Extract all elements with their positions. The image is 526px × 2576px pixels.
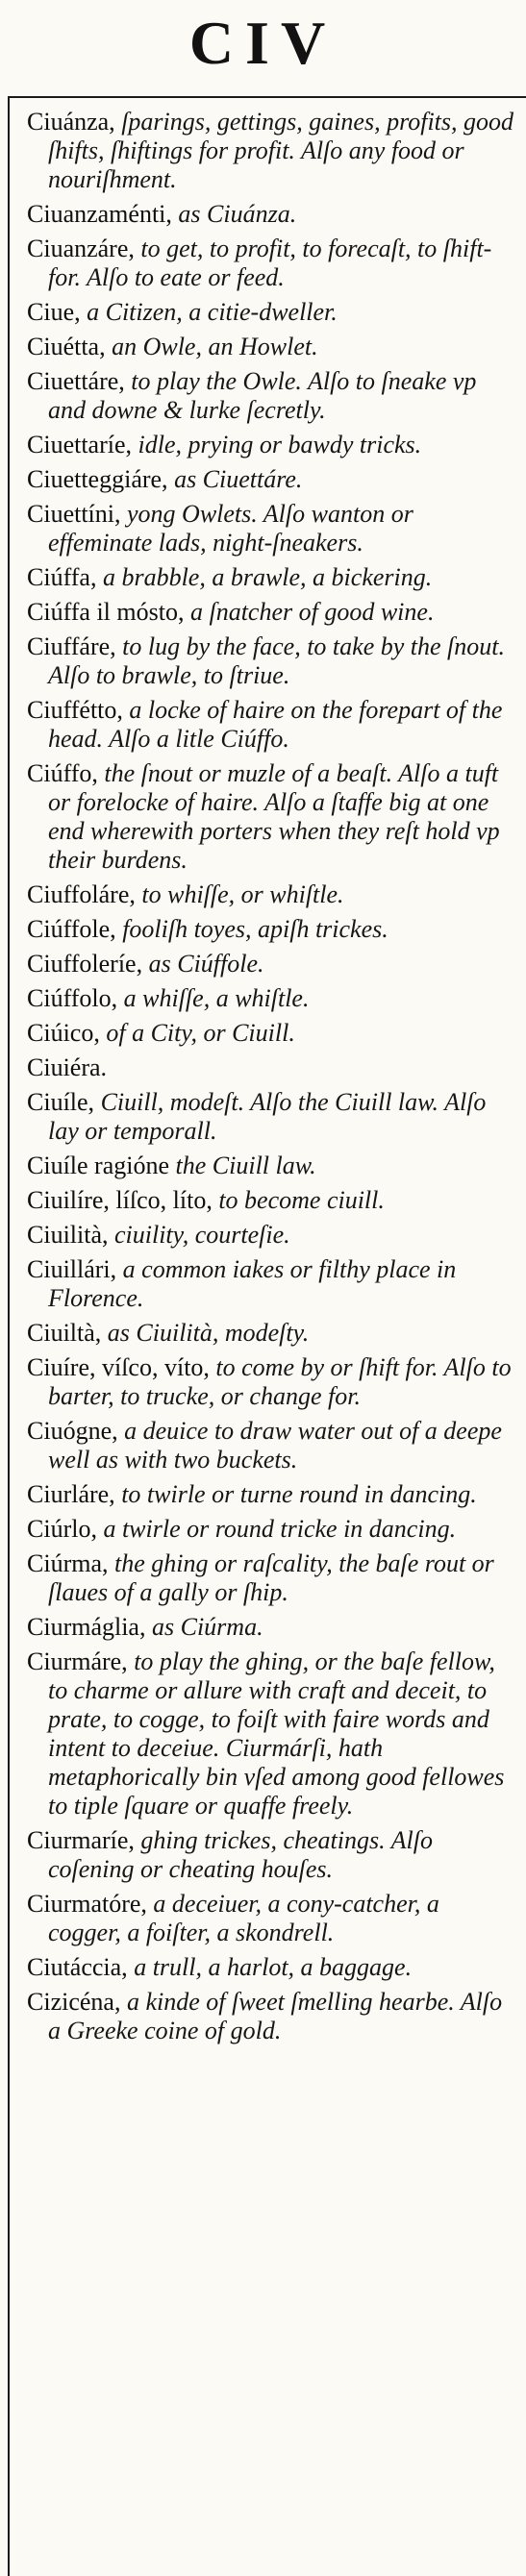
entry-definition: a deuice to draw water out of a deepe well as with two buckets. (48, 1417, 502, 1474)
dictionary-entry (27, 1480, 517, 1509)
dictionary-entry (27, 1319, 517, 1348)
entry-definition: as Ciuettáre. (167, 465, 303, 493)
dictionary-entry (27, 1221, 517, 1250)
entry-definition: yong Owlets. Alſo wanton or effeminate lads, night-ſneakers. (48, 500, 413, 557)
entry-headword: Ciuilíre, líſco, líto, (27, 1186, 213, 1214)
entry-definition: as Ciúffole. (142, 950, 264, 978)
running-head: CIV (188, 9, 338, 77)
entry-headword: Ciúffa, (27, 563, 97, 591)
dictionary-entry (27, 1826, 517, 1884)
entry-headword: Ciuffoleríe, (27, 950, 143, 978)
entry-definition: a Citizen, a citie-dweller. (80, 298, 338, 326)
dictionary-entry (27, 1417, 517, 1474)
entry-definition: to become ciuill. (212, 1186, 385, 1214)
entry-definition: a deceiuer, a cony-catcher, a cogger, a foiſter, a skondrell. (48, 1890, 439, 1946)
entry-headword: Ciuiéra. (27, 1053, 108, 1081)
entry-headword: Ciurláre, (27, 1480, 115, 1508)
entry-definition: the ſnout or muzle of a beaſt. Alſo a tuft or forelocke of haire. Alſo a ſtaffe big at one end wherewith porters when they reſt hold vp their burdens. (48, 759, 500, 874)
entry-definition: to get, to profit, to forecaſt, to ſhift-for. Alſo to eate or feed. (48, 235, 492, 291)
entry-definition: the Ciuill law. (169, 1152, 316, 1179)
entry-definition: a locke of haire on the forepart of the head. Alſo a litle Ciúffo. (48, 696, 503, 753)
entry-headword: Ciúico, (27, 1019, 100, 1047)
entry-headword: Ciurmáre, (27, 1647, 128, 1675)
entry-headword: Ciuettaríe, (27, 431, 133, 458)
entry-headword: Ciuetteggiáre, (27, 465, 168, 493)
dictionary-entry (27, 465, 517, 494)
entry-definition: a whiſſe, a whiſtle. (117, 984, 310, 1012)
entry-definition: as Ciúrma. (145, 1613, 263, 1641)
entry-headword: Ciuilità, (27, 1221, 109, 1249)
entry-headword: Ciuffétto, (27, 696, 123, 724)
dictionary-entry (27, 1255, 517, 1313)
dictionary-entry (27, 108, 517, 194)
dictionary-entry (27, 1549, 517, 1607)
entry-headword: Ciuiltà, (27, 1319, 102, 1347)
entry-headword: Ciurmaríe, (27, 1826, 135, 1854)
entry-definition: to twirle or turne round in dancing. (114, 1480, 477, 1508)
top-rule (8, 96, 526, 98)
entry-headword: Ciuíle, (27, 1088, 95, 1116)
entry-definition: of a City, or Ciuill. (99, 1019, 295, 1047)
entry-definition: fooliſh toyes, apiſh trickes. (115, 915, 388, 943)
entry-definition: to lug by the face, to take by the ſnout. Alſo to brawle, to ſtriue. (48, 632, 505, 689)
dictionary-entry (27, 1152, 517, 1180)
entry-headword: Ciúffo, (27, 759, 98, 787)
dictionary-entry (27, 1186, 517, 1215)
dictionary-entry (27, 632, 517, 690)
entry-definition: a brabble, a brawle, a bickering. (96, 563, 433, 591)
dictionary-entry (27, 696, 517, 754)
dictionary-entry (27, 500, 517, 557)
dictionary-entry (27, 598, 517, 627)
entry-headword: Ciúrma, (27, 1549, 109, 1577)
dictionary-entry (27, 1515, 517, 1544)
dictionary-entry (27, 1353, 517, 1411)
dictionary-entry (27, 235, 517, 292)
entry-definition: to come by or ſhift for. Alſo to barter, to trucke, or change for. (48, 1353, 512, 1410)
entry-headword: Ciúffa il mósto, (27, 598, 185, 626)
entry-headword: Ciúrlo, (27, 1515, 97, 1543)
dictionary-entry (27, 1890, 517, 1947)
entry-definition: to whiſſe, or whiſtle. (135, 880, 344, 908)
dictionary-entry (27, 367, 517, 425)
entry-headword: Ciuanzaménti, (27, 200, 172, 228)
dictionary-entry (27, 915, 517, 944)
entry-definition: as Ciuánza. (171, 200, 297, 228)
entry-column (27, 108, 517, 2051)
dictionary-entry (27, 1988, 517, 2045)
dictionary-entry (27, 1053, 517, 1082)
dictionary-entry (27, 1953, 517, 1982)
entry-definition: ghing trickes, cheatings. Alſo coſening or cheating houſes. (48, 1826, 433, 1883)
entry-headword: Ciuffoláre, (27, 880, 136, 908)
entry-headword: Cizicéna, (27, 1988, 121, 2016)
entry-definition: a kinde of ſweet ſmelling hearbe. Alſo a Greeke coine of gold. (48, 1988, 503, 2044)
entry-headword: Ciue, (27, 298, 81, 326)
column-rule (8, 96, 10, 2576)
entry-headword: Ciuettíni, (27, 500, 121, 528)
dictionary-entry (27, 1088, 517, 1146)
entry-definition: Ciuill, modeſt. Alſo the Ciuill law. Alſo lay or temporall. (48, 1088, 487, 1145)
entry-definition: idle, prying or bawdy tricks. (132, 431, 422, 458)
entry-headword: Ciuógne, (27, 1417, 118, 1445)
dictionary-entry (27, 950, 517, 978)
dictionary-entry (27, 431, 517, 459)
entry-headword: Ciuffáre, (27, 632, 116, 660)
entry-definition: ciuility, courteſie. (108, 1221, 290, 1249)
entry-headword: Ciúffole, (27, 915, 116, 943)
entry-headword: Ciúffolo, (27, 984, 118, 1012)
entry-definition: as Ciuilità, modeſty. (101, 1319, 310, 1347)
dictionary-entry (27, 984, 517, 1013)
entry-headword: Ciurmáglia, (27, 1613, 146, 1641)
entry-definition: to play the Owle. Alſo to ſneake vp and downe & lurke ſecretly. (48, 367, 477, 424)
entry-headword: Ciuíre, víſco, víto, (27, 1353, 210, 1381)
dictionary-entry (27, 759, 517, 875)
entry-definition: the ghing or raſcality, the baſe rout or ſlaues of a gally or ſhip. (48, 1549, 494, 1606)
entry-headword: Ciuettáre, (27, 367, 125, 395)
dictionary-entry (27, 1019, 517, 1048)
entry-headword: Ciutáccia, (27, 1953, 128, 1981)
dictionary-entry (27, 333, 517, 361)
dictionary-entry (27, 880, 517, 909)
entry-definition: an Owle, an Howlet. (105, 333, 318, 360)
entry-definition: a common iakes or filthy place in Florence. (48, 1255, 457, 1312)
dictionary-entry (27, 1613, 517, 1642)
entry-definition: ſparings, gettings, gaines, profits, good ſhifts, ſhiftings for profit. Alſo any food or nouriſhment. (48, 108, 514, 193)
entry-headword: Ciuánza, (27, 108, 115, 136)
dictionary-entry (27, 1647, 517, 1821)
entry-definition: a trull, a harlot, a baggage. (127, 1953, 413, 1981)
dictionary-entry (27, 563, 517, 592)
entry-definition: a ſnatcher of good wine. (184, 598, 435, 626)
dictionary-entry (27, 200, 517, 229)
entry-definition: to play the ghing, or the baſe fellow, to charme or allure with craft and deceit, to prate, to cogge, to foiſt with faire words and intent to deceiue. Ciurmárſi, hath metaphorically bin vſed among good fellowes to tiple ſquare or quaffe freely. (48, 1647, 505, 1820)
entry-headword: Ciurmatóre, (27, 1890, 147, 1918)
dictionary-entry (27, 298, 517, 327)
entry-headword: Ciuíle ragióne (27, 1152, 170, 1179)
entry-headword: Ciuétta, (27, 333, 106, 360)
entry-headword: Ciuillári, (27, 1255, 117, 1283)
entry-headword: Ciuanzáre, (27, 235, 135, 262)
entry-definition: a twirle or round tricke in dancing. (96, 1515, 457, 1543)
